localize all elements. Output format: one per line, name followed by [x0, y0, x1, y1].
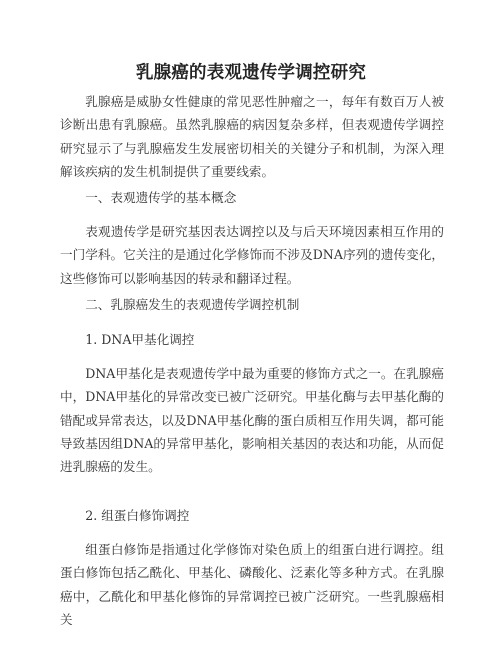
section-paragraph-basic-concepts: 表观遗传学是研究基因表达调控以及与后天环境因素相互作用的一门学科。它关注的是通过化学修饰而不涉及DNA序列的遗传变化，这些修饰可以影响基因的转录和翻译过程。: [60, 224, 444, 286]
subsection-paragraph-histone-modification: 组蛋白修饰是指通过化学修饰对染色质上的组蛋白进行调控。组蛋白修饰包括乙酰化、甲基化、磷酸化、泛素化等多种方式。在乳腺癌中，乙酰化和甲基化修饰的异常调控已被广泛研究。一些乳腺癌相关: [60, 542, 444, 627]
intro-paragraph: 乳腺癌是威胁女性健康的常见恶性肿瘤之一，每年有数百万人被诊断出患有乳腺癌。虽然乳腺癌的病因复杂多样，但表观遗传学调控研究显示了与乳腺癌发生发展密切相关的关键分子和机制，为深入理解该疾病的发生机制提供了重要线索。: [60, 94, 444, 179]
document-title: 乳腺癌的表观遗传学调控研究: [135, 63, 367, 83]
subsection-heading-histone-modification: 2. 组蛋白修饰调控: [85, 508, 190, 523]
section-heading-mechanisms: 二、乳腺癌发生的表观遗传学调控机制: [85, 297, 300, 312]
section-heading-basic-concepts: 一、表观遗传学的基本概念: [85, 190, 237, 205]
subsection-paragraph-dna-methylation: DNA甲基化是表观遗传学中最为重要的修饰方式之一。在乳腺癌中，DNA甲基化的异常改变已被广泛研究。甲基化酶与去甲基化酶的错配或异常表达，以及DNA甲基化酶的蛋白质相互作用失调，都可能导致基因组DNA的异常甲基化，影响相关基因的表达和功能，从而促进乳腺癌的发生。: [60, 366, 444, 475]
subsection-heading-dna-methylation: 1. DNA甲基化调控: [85, 332, 195, 347]
